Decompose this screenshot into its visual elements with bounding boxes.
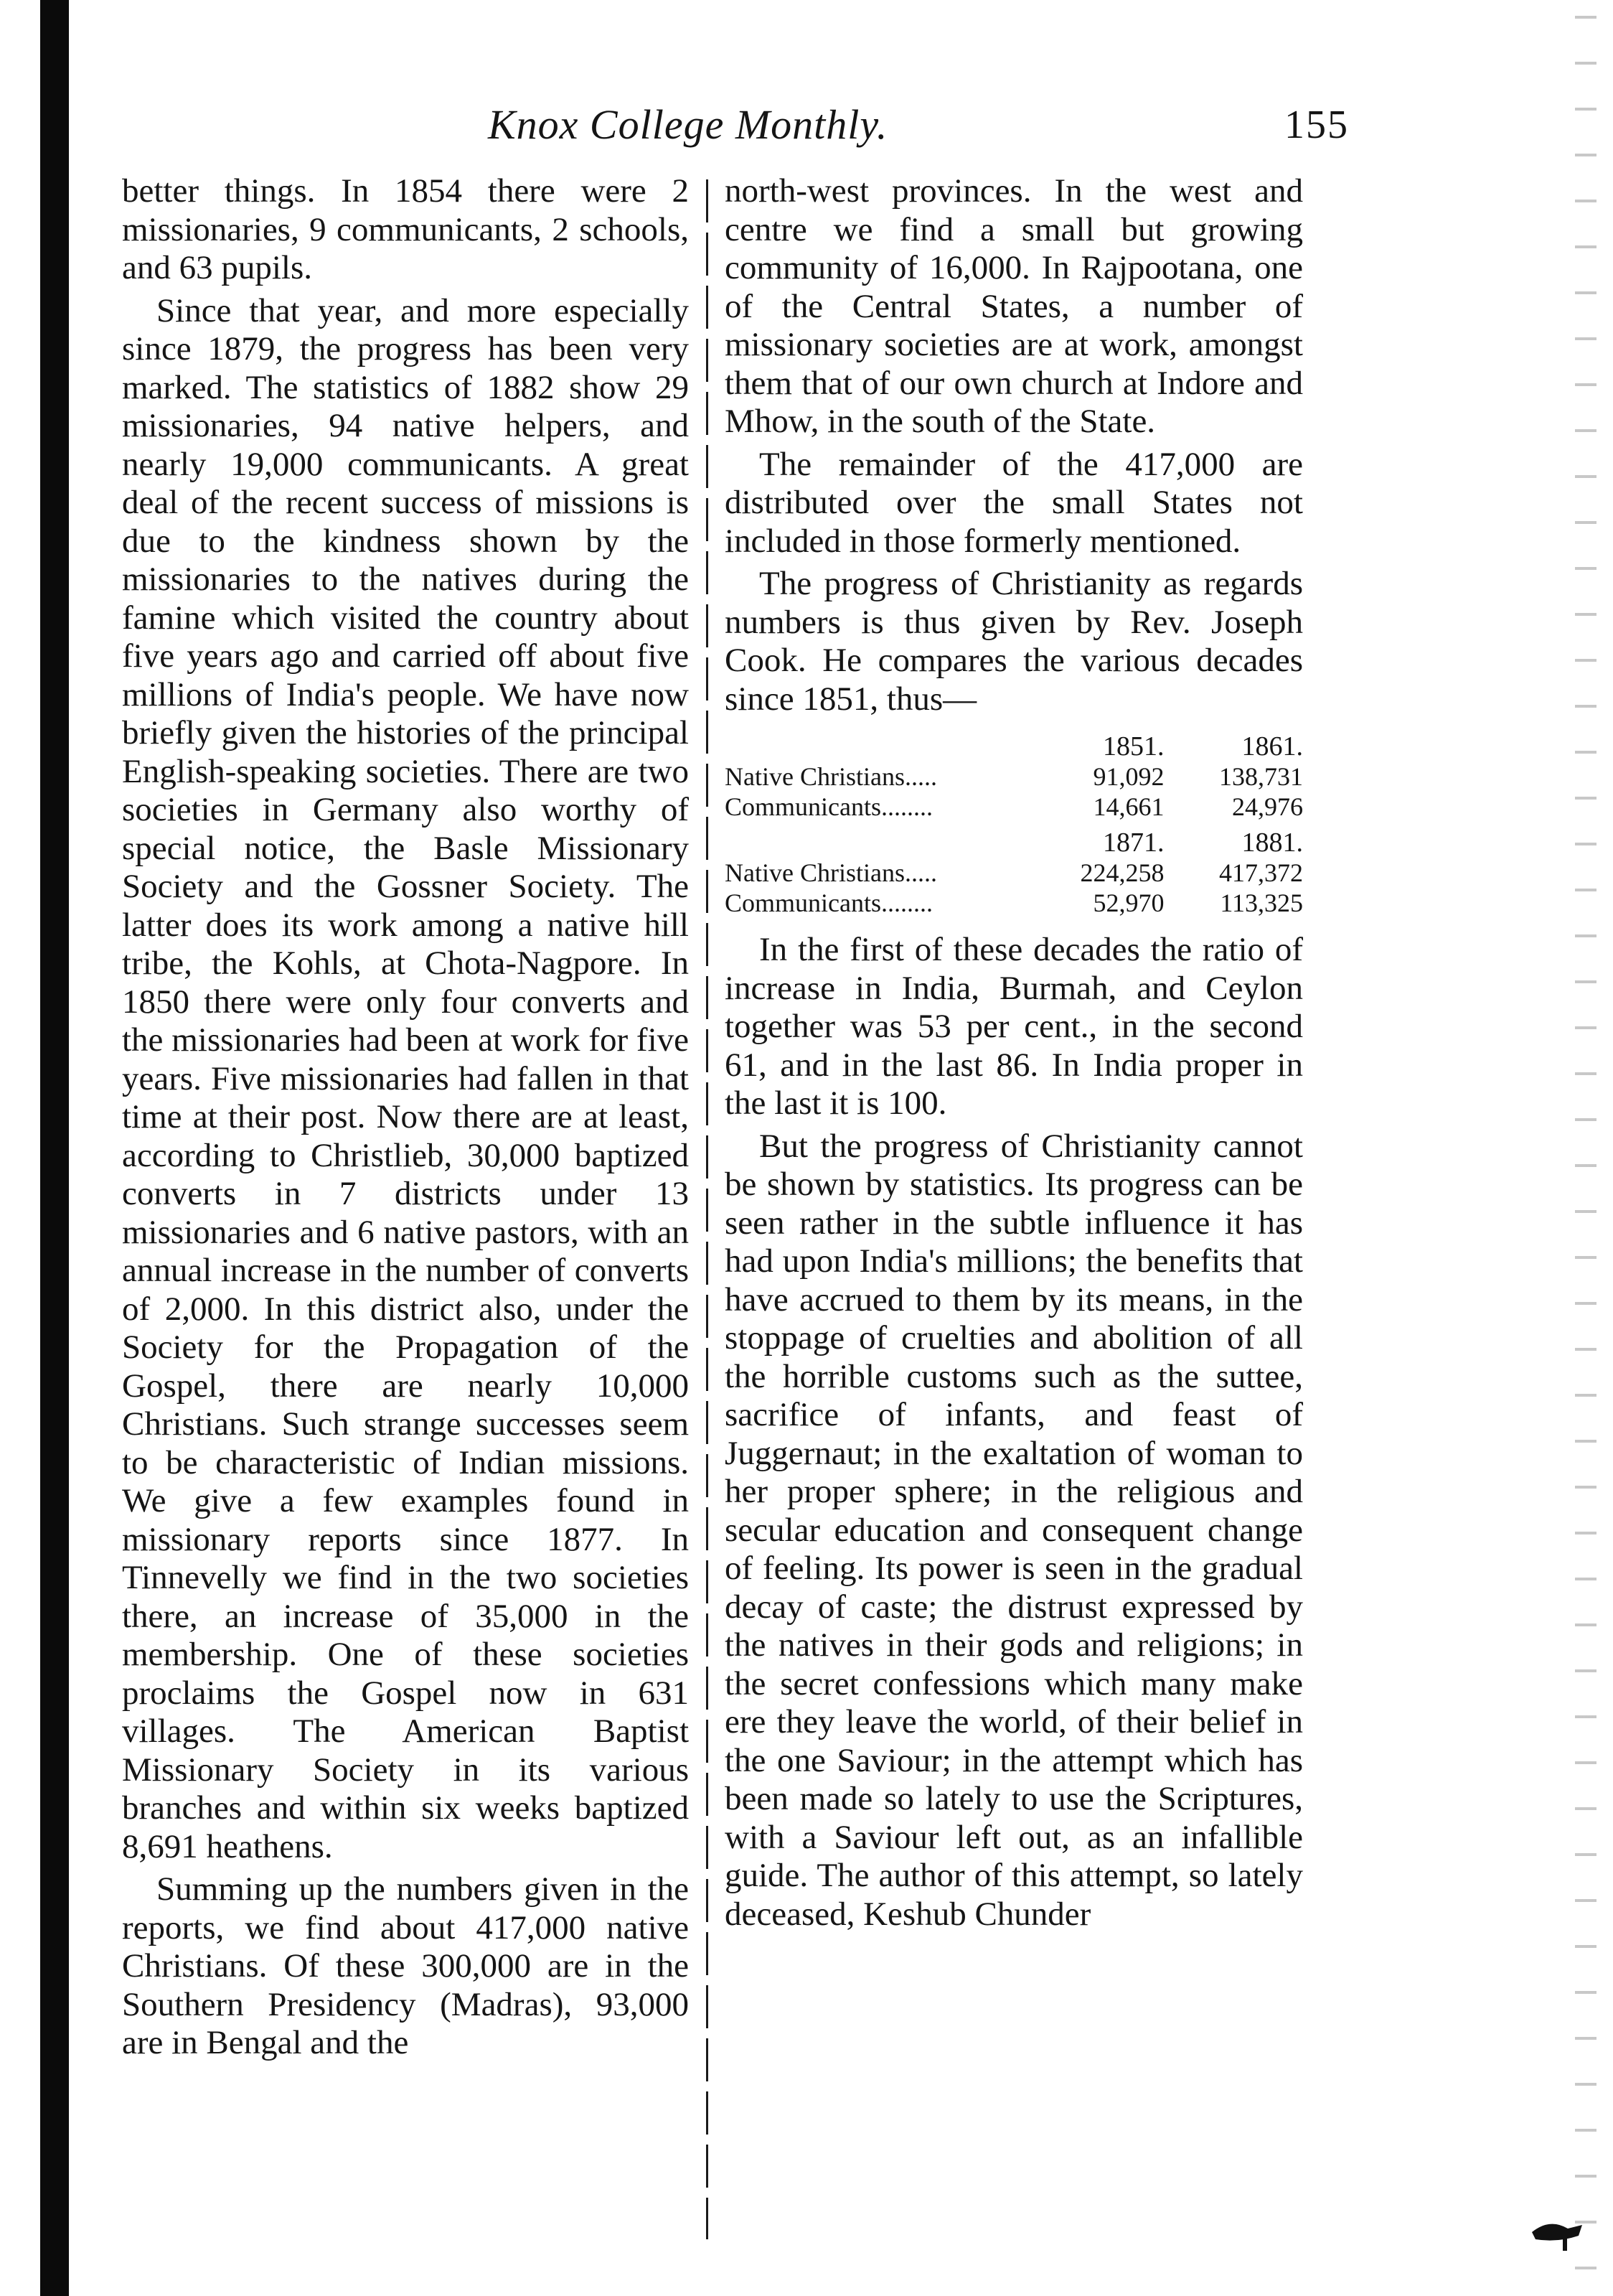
column-divider — [706, 179, 708, 2239]
year-header: 1881. — [1241, 828, 1303, 858]
table-row — [725, 762, 1303, 792]
page-number: 155 — [1284, 103, 1349, 147]
table-row — [725, 822, 1303, 858]
paragraph: Since that year, and more especially since 1879, the progress has been very marked. The statistics of 1882 show 29 missionaries, 94 native helpers, and nearly 19,000 communicants. A great deal of the recent success of missions is due to the kindness shown by the missionaries to the natives during the famine which visited the country about five years ago and carried off about five millions of India's people. We have now briefly given the histories of the principal English-speaking societies. There are two societies in Germany also worthy of special notice, the Basle Missionary Society and the Gossner Society. The latter does its work among a native hill tribe, the Kohls, at Chota-Nagpore. In 1850 there were only four converts and the missionaries had been at work for five years. Five missionaries had fallen in that time at their post. Now there are at least, according to Christlieb, 30,000 baptized converts in 7 districts under 13 missionaries and 6 native pastors, with an annual increase in the number of converts of 2,000. In this district also, under the Society for the Propagation of the Gospel, there are nearly 10,000 Christians. Such strange successes seem to be characteristic of Indian missions. We give a few examples found in missionary reports since 1877. In Tinnevelly we find in the two societies there, an increase of 35,000 in the membership. One of these societies proclaims the Gospel now in 631 villages. The American Baptist Missionary Society in its various branches and within six weeks baptized 8,691 heathens. — [122, 291, 689, 1865]
table-row — [725, 858, 1303, 888]
paragraph: better things. In 1854 there were 2 missionaries, 9 communicants, 2 schools, and 63 pupils. — [122, 172, 689, 286]
table-cell: 14,661 — [1093, 792, 1165, 821]
table-cell: 113,325 — [1220, 889, 1303, 917]
row-label: Communicants........ — [725, 792, 933, 821]
left-column — [122, 172, 689, 2067]
table-cell: 91,092 — [1093, 762, 1165, 791]
right-column — [725, 172, 1303, 1938]
row-label: Communicants........ — [725, 889, 933, 917]
christian-statistics-table — [725, 726, 1303, 918]
table-row — [725, 888, 1303, 918]
table-cell: 224,258 — [1080, 858, 1165, 887]
page-binding-edge — [40, 0, 69, 2296]
year-header: 1871. — [1103, 828, 1165, 858]
table-row — [725, 726, 1303, 762]
table-cell: 24,976 — [1232, 792, 1303, 821]
table-cell: 417,372 — [1219, 858, 1303, 887]
margin-scan-specks — [1575, 0, 1596, 2296]
row-label: Native Christians..... — [725, 762, 937, 791]
paragraph: The remainder of the 417,000 are distributed over the small States not included in those formerly mentioned. — [725, 445, 1303, 560]
table-row — [725, 792, 1303, 822]
table-cell: 138,731 — [1219, 762, 1303, 791]
paragraph: north-west provinces. In the west and centre we find a small but growing community of 16,000. In Rajpootana, one of the Central States, a number of missionary societies are at work, amongst them that of our own church at Indore and Mhow, in the south of the State. — [725, 172, 1303, 440]
year-header: 1851. — [1103, 731, 1165, 762]
year-header: 1861. — [1241, 731, 1303, 762]
corner-scan-mark — [1528, 2203, 1586, 2254]
paragraph: But the progress of Christianity cannot be shown by statistics. Its progress can be seen rather in the subtle influence it has had upon India's millions; the benefits that have accrued to them by its means, in the stoppage of cruelties and abolition of all the horrible customs such as the suttee, sacrifice of infants, and feast of Juggernaut; in the exaltation of woman to her proper sphere; in the religious and secular education and consequent change of feeling. Its power is seen in the gradual decay of caste; the distrust expressed by the natives in their gods and religions; in the secret confessions which many make ere they leave the world, of their belief in the one Saviour; in the attempt which has been made so lately to use the Scriptures, with a Saviour left out, as an infallible guide. The author of this attempt, so lately deceased, Keshub Chunder — [725, 1127, 1303, 1933]
paragraph: The progress of Christianity as regards numbers is thus given by Rev. Joseph Cook. He compares the various decades since 1851, thus— — [725, 565, 1303, 718]
table-cell: 52,970 — [1093, 889, 1165, 917]
page-header — [115, 80, 1349, 159]
row-label: Native Christians..... — [725, 858, 937, 887]
running-title: Knox College Monthly. — [488, 101, 888, 148]
paragraph: Summing up the numbers given in the reports, we find about 417,000 native Christians. Of these 300,000 are in the Southern Presidency (Madras), 93,000 are in Bengal and the — [122, 1870, 689, 2061]
paragraph: In the first of these decades the ratio of increase in India, Burmah, and Ceylon together was 53 per cent., in the second 61, and in the last 86. In India proper in the last it is 100. — [725, 931, 1303, 1122]
